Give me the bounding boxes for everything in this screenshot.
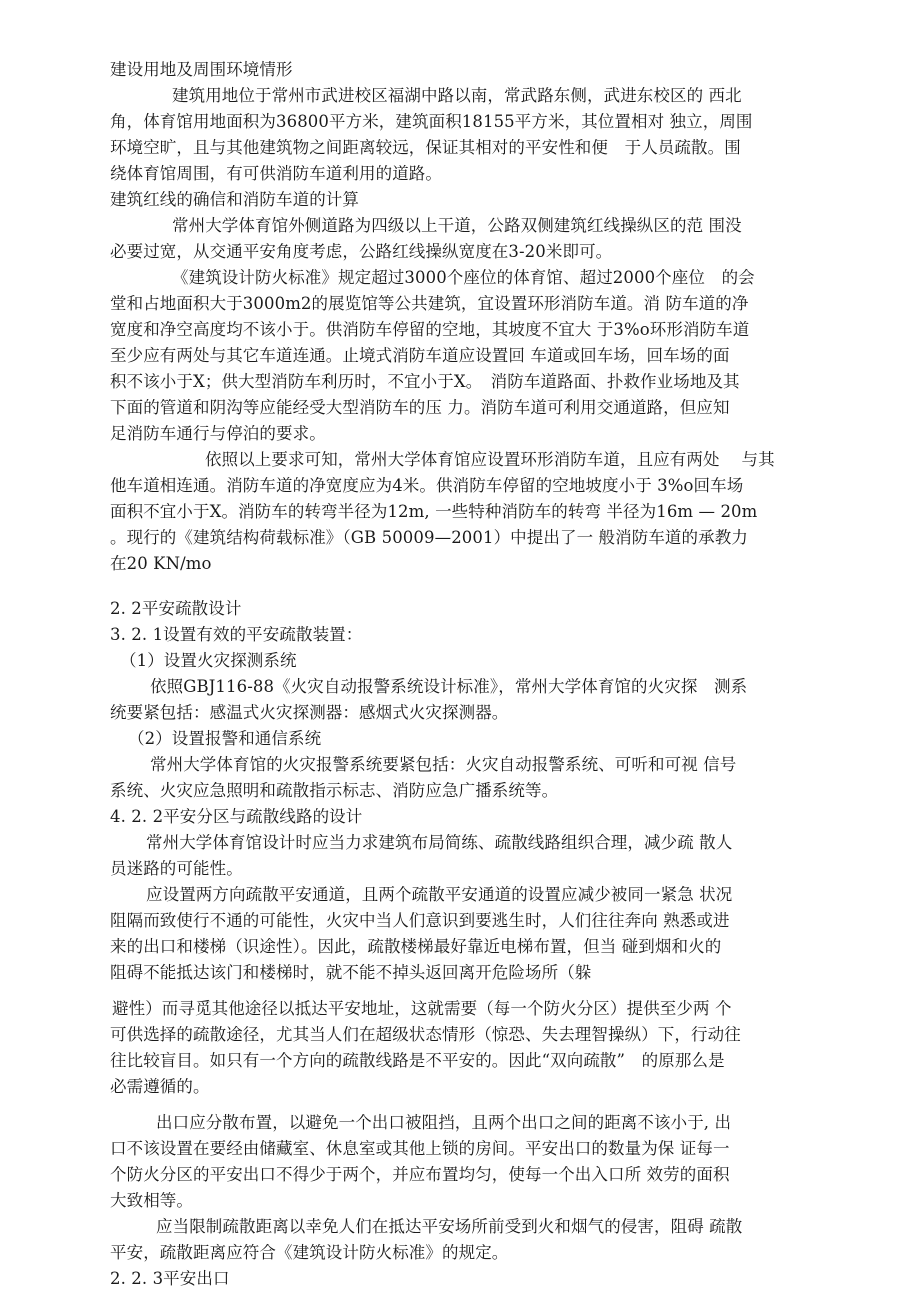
paragraph-line: 环境空旷，且与其他建筑物之间距离较远，保证其相对的平安性和便 于人员疏散。围 (110, 138, 741, 157)
subsection-heading: 2. 2. 3平安出口 (110, 1269, 230, 1288)
paragraph-line: 在20 KN/mo (110, 554, 212, 573)
paragraph-line: 口不该设置在要经由储藏室、休息室或其他上锁的房间。平安出口的数量为保 证每一 (110, 1139, 730, 1158)
subsection-heading: 3. 2. 1设置有效的平安疏散装置： (110, 625, 363, 644)
paragraph-line: 堂和占地面积大于3000m2的展览馆等公共建筑，宜设置环形消防车道。消 防车道的净 (110, 294, 749, 313)
paragraph-line: 至少应有两处与其它车道连通。止境式消防车道应设置回 车道或回车场，回车场的面 (110, 346, 730, 365)
section-heading-evacuation: 2. 2平安疏散设计 (110, 599, 242, 618)
paragraph-line: 依照以上要求可知，常州大学体育馆应设置环形消防车道，且应有两处 与其 (205, 450, 775, 469)
section-heading-site: 建设用地及周围环境情形 (110, 60, 293, 79)
paragraph-line: 建筑用地位于常州市武进校区福湖中路以南，常武路东侧，武进东校区的 西北 (172, 86, 742, 105)
item-heading: （1）设置火灾探测系统 (120, 651, 297, 670)
paragraph-line: 出口应分散布置，以避免一个出口被阻挡，且两个出口之间的距离不该小于, 出 (156, 1113, 732, 1132)
paragraph-line: 员迷路的可能性。 (110, 859, 243, 878)
paragraph-line: 。现行的《建筑结构荷载标准》（GB 50009—2001）中提出了一 般消防车道的承教力 (110, 528, 748, 547)
paragraph-line: 绕体育馆周围，有可供消防车道利用的道路。 (110, 164, 442, 183)
item-heading: （2）设置报警和通信系统 (128, 729, 322, 748)
paragraph-line: 常州大学体育馆设计时应当力求建筑布局简练、疏散线路组织合理，减少疏 散人 (146, 833, 733, 852)
subsection-heading: 4. 2. 2平安分区与疏散线路的设计 (110, 807, 363, 826)
paragraph-line: 角，体育馆用地面积为36800平方米，建筑面积18155平方米，其位置相对 独立，周围 (110, 112, 753, 131)
paragraph-line: 来的出口和楼梯（识途性）。因此，疏散楼梯最好靠近电梯布置，但当 碰到烟和火的 (110, 937, 722, 956)
paragraph-line: 统要紧包括：感温式火灾探测器：感烟式火灾探测器。 (110, 703, 509, 722)
paragraph-line: 应当限制疏散距离以幸免人们在抵达平安场所前受到火和烟气的侵害，阻碍 疏散 (156, 1217, 743, 1236)
paragraph-line: 必需遵循的。 (110, 1077, 210, 1096)
paragraph-line: 常州大学体育馆外侧道路为四级以上干道，公路双侧建筑红线操纵区的范 围没 (172, 216, 742, 235)
paragraph-line: 可供选择的疏散途径，尤其当人们在超级状态情形（惊恐、失去理智操纵）下，行动往 (110, 1025, 741, 1044)
paragraph-line: 足消防车通行与停泊的要求。 (110, 424, 326, 443)
paragraph-line: 阻隔而致使行不通的可能性，火灾中当人们意识到要逃生时，人们往往奔向 熟悉或进 (110, 911, 730, 930)
paragraph-line: 常州大学体育馆的火灾报警系统要紧包括：火灾自动报警系统、可听和可视 信号 (150, 755, 737, 774)
paragraph-line: 往比较盲目。如只有一个方向的疏散线路是不平安的。因此“双向疏散” 的原那么是 (110, 1051, 725, 1070)
paragraph-line: 必要过宽，从交通平安角度考虑，公路红线操纵宽度在3-20米即可。 (110, 242, 613, 261)
paragraph-line: 下面的管道和阴沟等应能经受大型消防车的压 力。消防车道可利用交通道路，但应知 (110, 398, 730, 417)
paragraph-line: 大致相等。 (110, 1191, 193, 1210)
section-heading-redline: 建筑红线的确信和消防车道的计算 (110, 190, 359, 209)
paragraph-line: 他车道相连通。消防车道的净宽度应为4米。供消防车停留的空地坡度小于 3%o回车场 (110, 476, 744, 495)
paragraph-line: 《建筑设计防火标准》规定超过3000个座位的体育馆、超过2000个座位 的会 (172, 268, 755, 287)
paragraph-line: 宽度和净空高度均不该小于。供消防车停留的空地，其坡度不宜大 于3%o环形消防车道 (110, 320, 750, 339)
paragraph-line: 平安，疏散距离应符合《建筑设计防火标准》的规定。 (110, 1243, 509, 1262)
paragraph-line: 积不该小于X；供大型消防车利历时，不宜小于X。 消防车道路面、扑救作业场地及其 (110, 372, 740, 391)
paragraph-line: 阻碍不能抵达该门和楼梯时，就不能不掉头返回离开危险场所（躲 (110, 963, 592, 982)
paragraph-line: 依照GBJ116-88《火灾自动报警系统设计标准》，常州大学体育馆的火灾探 测系 (150, 677, 748, 696)
paragraph-line: 面积不宜小于X。消防车的转弯半径为12m, 一些特种消防车的转弯 半径为16m — 20m (110, 502, 758, 521)
paragraph-line: 避性）而寻觅其他途径以抵达平安地址，这就需要（每一个防火分区）提供至少两 个 (112, 999, 732, 1018)
paragraph-line: 应设置两方向疏散平安通道，且两个疏散平安通道的设置应减少被同一紧急 状况 (146, 885, 733, 904)
paragraph-line: 个防火分区的平安出口不得少于两个，并应布置均匀，使每一个出入口所 效劳的面积 (110, 1165, 730, 1184)
paragraph-line: 系统、火灾应急照明和疏散指示标志、消防应急广播系统等。 (110, 781, 559, 800)
